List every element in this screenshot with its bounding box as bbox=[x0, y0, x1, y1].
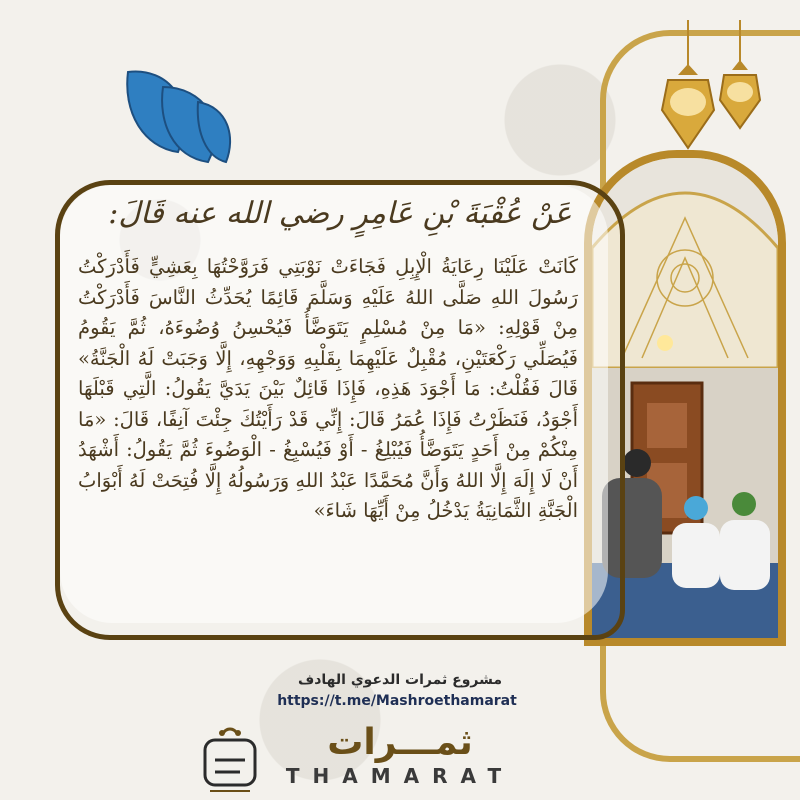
leaf-logo-icon bbox=[118, 62, 238, 172]
hadith-narrator-title: عَنْ عُقْبَةَ بْنِ عَامِرٍ رضي الله عنه قَالَ: bbox=[108, 196, 572, 231]
bottom-logo-icon bbox=[200, 725, 260, 795]
brand-english-wordmark: THAMARAT bbox=[285, 764, 515, 788]
lantern-icon bbox=[640, 20, 780, 160]
project-name: مشروع ثمرات الدعوي الهادف bbox=[297, 672, 503, 688]
hadith-text: كَانَتْ عَلَيْنَا رِعَايَةُ الْإِبِلِ فَجَاءَتْ نَوْبَتِي فَرَوَّحْتُهَا بِعَشِيٍّ فَأَدْرَكْتُ رَسُولَ اللهِ صَلَّى اللهُ عَلَيْهِ وَسَلَّمَ قَائِمًا يُحَدِّثُ النَّاسَ فَأَدْرَكْتُ مِنْ قَوْلِهِ: «مَا مِنْ مُسْلِمٍ يَتَوَضَّأُ فَيُحْسِنُ وُضُوءَهُ، ثُمَّ يَقُومُ فَيُصَلِّي رَكْعَتَيْنِ، مُقْبِلٌ عَلَيْهِمَا بِقَلْبِهِ وَوَجْهِهِ، إِلَّا وَجَبَتْ لَهُ الْجَنَّةُ» قَالَ فَقُلْتُ: مَا أَجْوَدَ هَذِهِ، فَإِذَا قَائِلٌ بَيْنَ يَدَيَّ يَقُولُ: الَّتِي قَبْلَهَا أَجْوَدُ، فَنَظَرْتُ فَإِذَا عُمَرُ قَالَ: إِنِّي قَدْ رَأَيْتُكَ جِئْتَ آنِفًا، قَالَ: «مَا مِنْكُمْ مِنْ أَحَدٍ يَتَوَضَّأُ فَيُبْلِغُ - أَوْ فَيُسْبِغُ - الْوَضُوءَ ثُمَّ يَقُولُ: أَشْهَدُ أَنْ لَا إِلَهَ إِلَّا اللهُ وَأَنَّ مُحَمَّدًا عَبْدُ اللهِ وَرَسُولُهُ إِلَّا فُتِحَتْ لَهُ أَبْوَابُ الْجَنَّةِ الثَّمَانِيَةُ يَدْخُلُ مِنْ أَيِّهَا شَاءَ» bbox=[78, 255, 578, 522]
brand-arabic-wordmark: ثمـــرات bbox=[327, 722, 473, 763]
telegram-link[interactable]: https://t.me/Mashroethamarat bbox=[277, 693, 517, 709]
